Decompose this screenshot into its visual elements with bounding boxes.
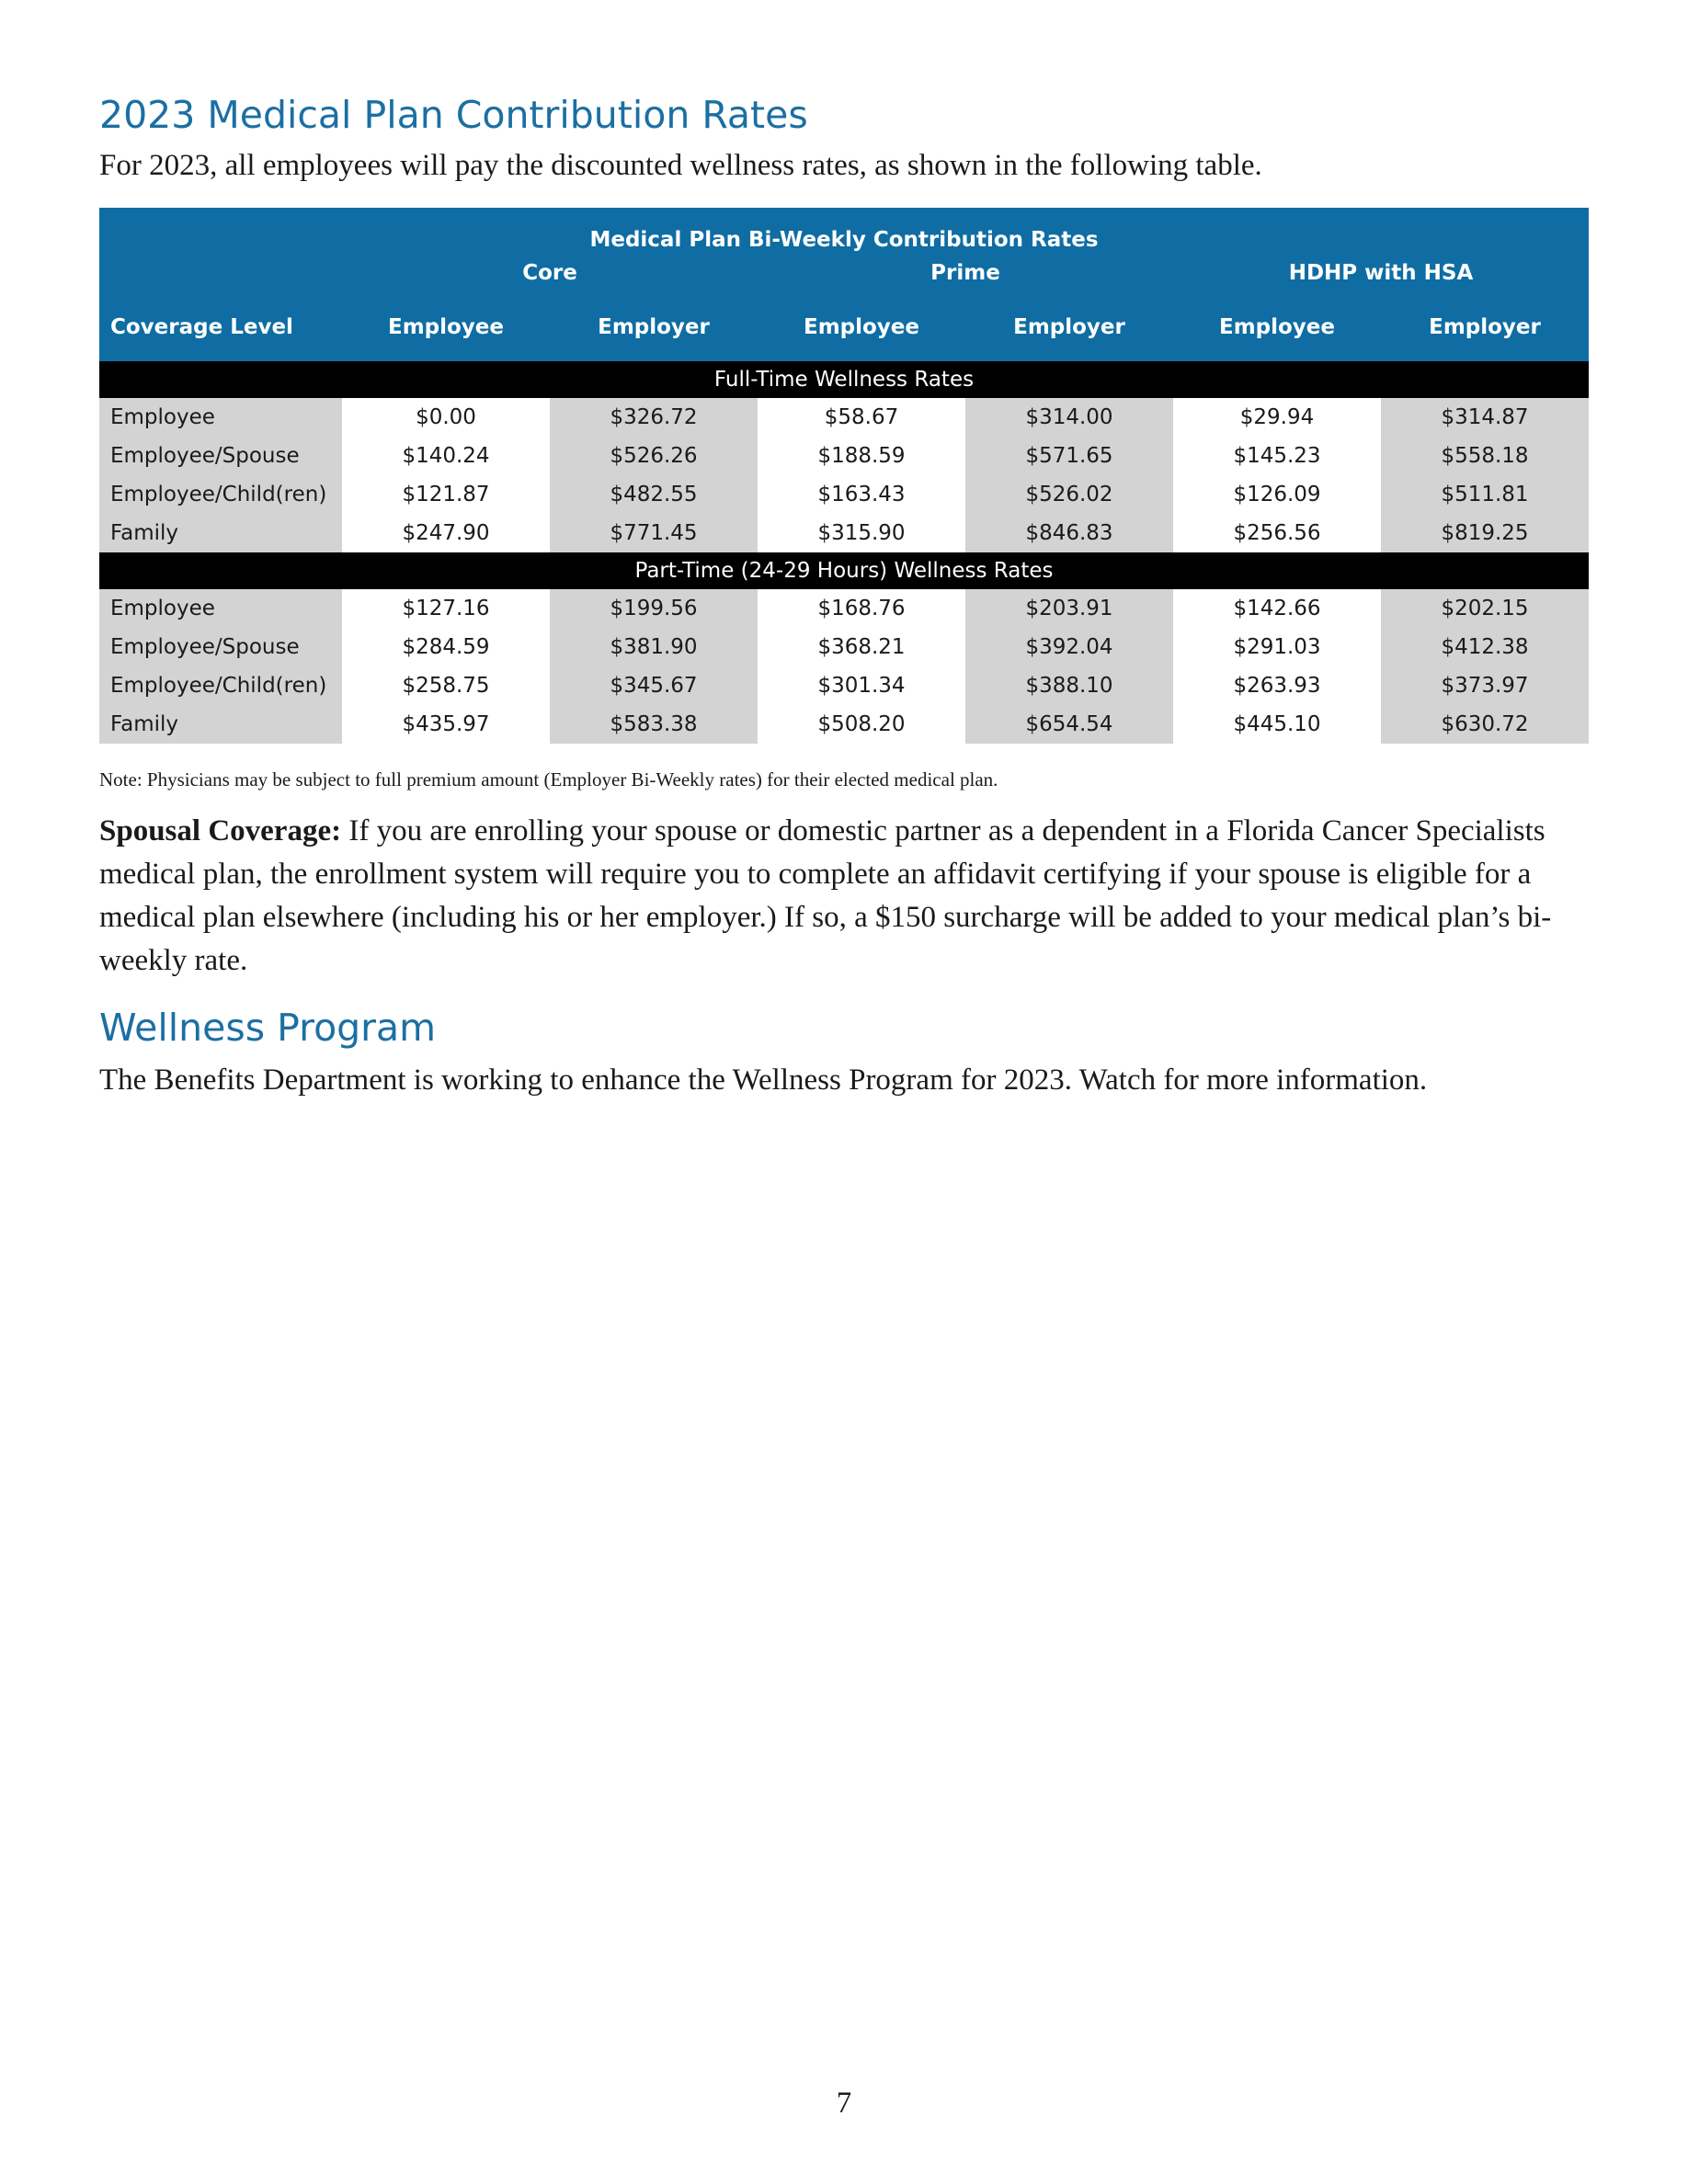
rate-cell: $388.10 (965, 666, 1173, 705)
rate-cell: $203.91 (965, 589, 1173, 628)
plan-header-row (99, 253, 1589, 293)
section-title: Full-Time Wellness Rates (99, 361, 1589, 398)
contribution-rates-table (99, 208, 1589, 744)
rate-cell: $140.24 (402, 444, 490, 468)
rate-cell: $145.23 (1233, 444, 1321, 468)
rate-cell: $29.94 (1239, 405, 1315, 429)
table-title-row (99, 208, 1589, 253)
rate-cell: $263.93 (1233, 674, 1321, 698)
rate-cell: $326.72 (550, 398, 758, 437)
spousal-coverage-paragraph (99, 810, 1589, 983)
rate-cell: $392.04 (965, 628, 1173, 666)
table-row (99, 666, 1589, 705)
rate-cell: $482.55 (550, 475, 758, 514)
table-title: Medical Plan Bi-Weekly Contribution Rates (99, 208, 1589, 253)
column-header: Employee (758, 293, 965, 361)
rate-cell: $445.10 (1233, 712, 1321, 736)
rate-cell: $583.38 (550, 705, 758, 744)
rate-cell: $412.38 (1381, 628, 1589, 666)
column-header: Employee (342, 293, 550, 361)
rate-cell: $526.02 (965, 475, 1173, 514)
rate-cell: $0.00 (416, 405, 476, 429)
rate-cell: $256.56 (1233, 521, 1321, 545)
rate-cell: $127.16 (402, 597, 490, 620)
rate-cell: $121.87 (402, 483, 490, 506)
column-header: Employer (550, 293, 758, 361)
coverage-level-cell: Employee/Child(ren) (99, 666, 342, 705)
rate-cell: $202.15 (1381, 589, 1589, 628)
section-title: Part-Time (24-29 Hours) Wellness Rates (99, 552, 1589, 589)
plan-header-hdhp: HDHP with HSA (1173, 253, 1589, 293)
page-title: 2023 Medical Plan Contribution Rates (99, 93, 808, 137)
coverage-level-cell: Family (99, 514, 342, 552)
table-row (99, 514, 1589, 552)
rate-cell: $630.72 (1381, 705, 1589, 744)
rate-cell: $373.97 (1381, 666, 1589, 705)
column-header: Employer (965, 293, 1173, 361)
rate-cell: $58.67 (824, 405, 899, 429)
rate-cell: $819.25 (1381, 514, 1589, 552)
rate-cell: $168.76 (817, 597, 906, 620)
rate-cell: $571.65 (965, 437, 1173, 475)
plan-header-prime: Prime (758, 253, 1173, 293)
table-row (99, 437, 1589, 475)
table-row (99, 705, 1589, 744)
table-row (99, 628, 1589, 666)
coverage-level-cell: Employee (99, 589, 342, 628)
spousal-coverage-text: If you are enrolling your spouse or domestic partner as a dependent in a Florida Cancer Specialists medical plan, the enrollment system will require you to complete an affidavit certifying if your spouse is eligible for a medical plan elsewhere (including his or her employer.) If so, a $150 surcharge will be added to your medical plan’s bi-weekly rate. (99, 814, 1552, 977)
rate-cell: $558.18 (1381, 437, 1589, 475)
coverage-level-cell: Family (99, 705, 342, 744)
table-row (99, 589, 1589, 628)
rate-cell: $435.97 (402, 712, 490, 736)
rate-cell: $199.56 (550, 589, 758, 628)
table-row (99, 398, 1589, 437)
column-header-row (99, 293, 1589, 361)
rate-cell: $771.45 (550, 514, 758, 552)
wellness-heading: Wellness Program (99, 1006, 437, 1050)
rate-cell: $247.90 (402, 521, 490, 545)
section-header-row (99, 361, 1589, 398)
rate-cell: $381.90 (550, 628, 758, 666)
rate-cell: $654.54 (965, 705, 1173, 744)
rate-cell: $163.43 (817, 483, 906, 506)
plan-header-core: Core (342, 253, 758, 293)
table-row (99, 475, 1589, 514)
coverage-level-cell: Employee/Child(ren) (99, 475, 342, 514)
rate-cell: $368.21 (817, 635, 906, 659)
rate-cell: $314.00 (965, 398, 1173, 437)
rate-cell: $345.67 (550, 666, 758, 705)
coverage-level-cell: Employee/Spouse (99, 437, 342, 475)
rate-cell: $508.20 (817, 712, 906, 736)
coverage-level-cell: Employee/Spouse (99, 628, 342, 666)
intro-text: For 2023, all employees will pay the discounted wellness rates, as shown in the following table. (99, 149, 1262, 182)
page-content (99, 88, 1589, 1100)
page-number: 7 (836, 2087, 852, 2120)
rate-cell: $846.83 (965, 514, 1173, 552)
section-header-row (99, 552, 1589, 589)
rate-cell: $291.03 (1233, 635, 1321, 659)
rate-cell: $258.75 (402, 674, 490, 698)
rate-cell: $315.90 (817, 521, 906, 545)
rate-cell: $188.59 (817, 444, 906, 468)
rate-cell: $301.34 (817, 674, 906, 698)
column-header-coverage-level: Coverage Level (99, 293, 342, 361)
plan-header-spacer (99, 253, 342, 293)
rate-cell: $511.81 (1381, 475, 1589, 514)
rate-cell: $284.59 (402, 635, 490, 659)
wellness-text: The Benefits Department is working to enhance the Wellness Program for 2023. Watch for more information. (99, 1064, 1428, 1097)
physician-note: Note: Physicians may be subject to full premium amount (Employer Bi-Weekly rates) for their elected medical plan. (99, 768, 998, 791)
spousal-coverage-label: Spousal Coverage: (99, 814, 342, 847)
rate-cell: $126.09 (1233, 483, 1321, 506)
coverage-level-cell: Employee (99, 398, 342, 437)
rate-cell: $142.66 (1233, 597, 1321, 620)
rate-cell: $314.87 (1381, 398, 1589, 437)
column-header: Employee (1173, 293, 1381, 361)
rate-cell: $526.26 (550, 437, 758, 475)
column-header: Employer (1381, 293, 1589, 361)
